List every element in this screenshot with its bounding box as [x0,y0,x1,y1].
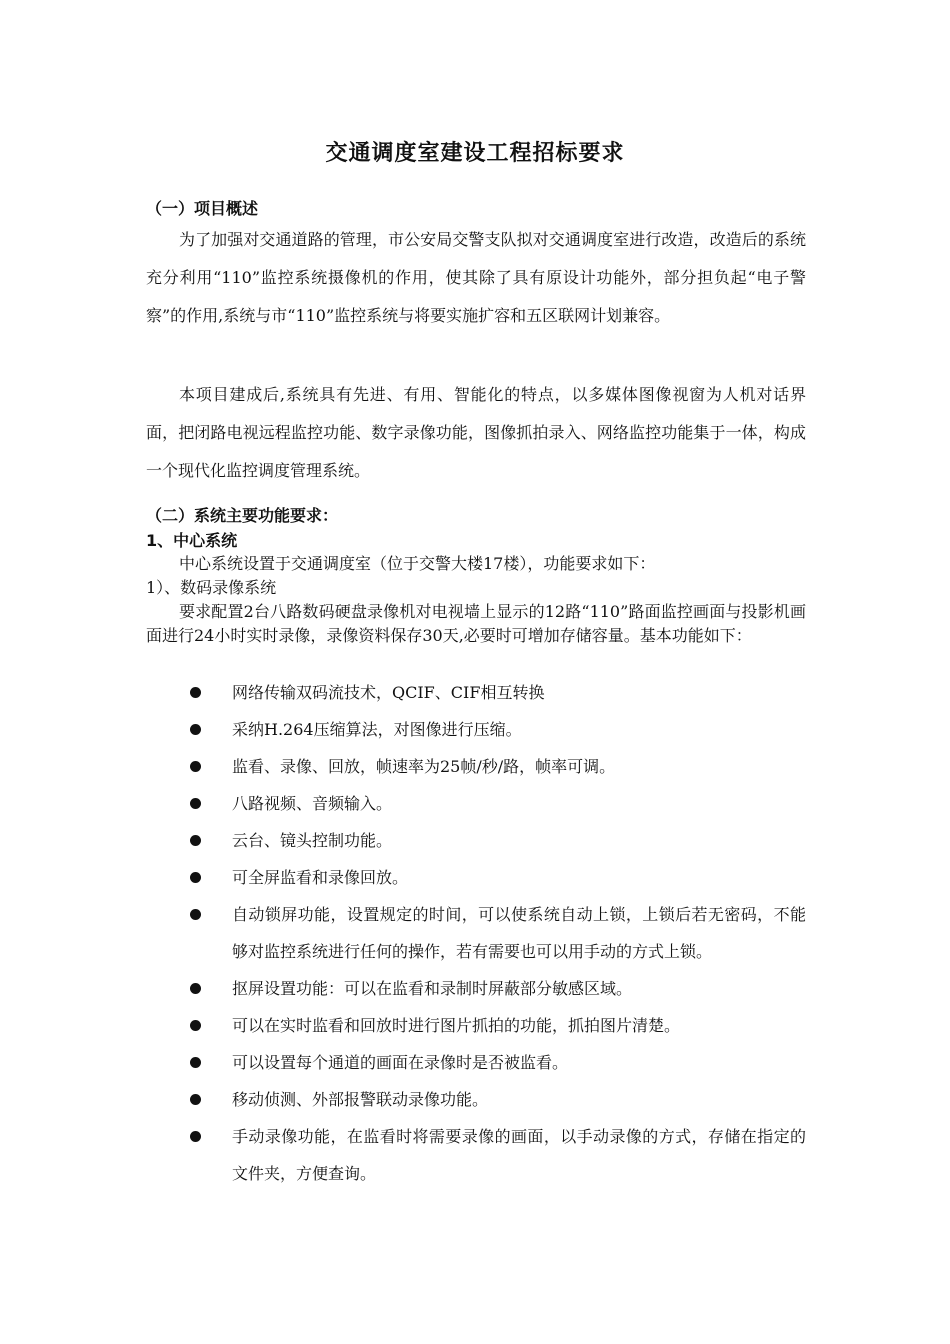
list-item-text: 可以在实时监看和回放时进行图片抓拍的功能，抓拍图片清楚。 [232,1016,681,1035]
list-item-text: 手动录像功能，在监看时将需要录像的画面，以手动录像的方式，存储在指定的文件夹，方便查询。 [232,1127,806,1183]
list-item-text: 自动锁屏功能，设置规定的时间，可以使系统自动上锁，上锁后若无密码，不能够对监控系统进行任何的操作，若有需要也可以用手动的方式上锁。 [232,905,806,961]
list-item [146,1118,806,1192]
bullet-icon [190,1131,201,1142]
subsection-intro: 中心系统设置于交通调度室（位于交警大楼17楼），功能要求如下： [179,554,656,573]
list-item-text: 采纳H.264压缩算法，对图像进行压缩。 [232,720,522,739]
list-item-text: 抠屏设置功能：可以在监看和录制时屏蔽部分敏感区域。 [232,979,633,998]
bullet-icon [190,909,201,920]
subsection-heading: 1、中心系统 [146,531,238,550]
bullet-icon [190,798,201,809]
bullet-icon [190,1094,201,1105]
list-item [146,970,806,1007]
list-item-text: 可全屏监看和录像回放。 [232,868,409,887]
bullet-icon [190,1057,201,1068]
list-item [146,785,806,822]
list-item [146,1044,806,1081]
bullet-icon [190,983,201,994]
list-item [146,896,806,970]
list-item-text: 可以设置每个通道的画面在录像时是否被监看。 [232,1053,569,1072]
item-paragraph: 要求配置2台八路数码硬盘录像机对电视墙上显示的12路“110”路面监控画面与投影机画面进行24小时实时录像，录像资料保存30天,必要时可增加存储容量。基本功能如下： [146,602,806,645]
bullet-icon [190,761,201,772]
section1-paragraph-1: 为了加强对交通道路的管理，市公安局交警支队拟对交通调度室进行改造，改造后的系统充分利用“110”监控系统摄像机的作用，使其除了具有原设计功能外，部分担负起“电子警察”的作用,系统与市“110”监控系统与将要实施扩容和五区联网计划兼容。 [146,230,806,325]
list-item [146,1081,806,1118]
document-title: 交通调度室建设工程招标要求 [325,141,625,166]
bullet-icon [190,872,201,883]
list-item-text: 网络传输双码流技术，QCIF、CIF相互转换 [232,683,545,702]
section1-heading: （一）项目概述 [146,199,259,218]
bullet-icon [190,724,201,735]
list-item-text: 八路视频、音频输入。 [232,794,393,813]
section2-heading: （二）系统主要功能要求： [146,506,339,525]
list-item [146,859,806,896]
list-item [146,1007,806,1044]
list-item [146,674,806,711]
list-item-text: 移动侦测、外部报警联动录像功能。 [232,1090,489,1109]
feature-list [146,674,806,1192]
list-item-text: 监看、录像、回放，帧速率为25帧/秒/路，帧率可调。 [232,757,616,776]
list-item [146,822,806,859]
item-heading: 1）、数码录像系统 [146,578,277,597]
bullet-icon [190,687,201,698]
section1-paragraph-2: 本项目建成后,系统具有先进、有用、智能化的特点，以多媒体图像视窗为人机对话界面，把闭路电视远程监控功能、数字录像功能，图像抓拍录入、网络监控功能集于一体，构成一个现代化监控调度管理系统。 [146,385,806,480]
list-item-text: 云台、镜头控制功能。 [232,831,393,850]
bullet-icon [190,835,201,846]
list-item [146,748,806,785]
list-item [146,711,806,748]
bullet-icon [190,1020,201,1031]
